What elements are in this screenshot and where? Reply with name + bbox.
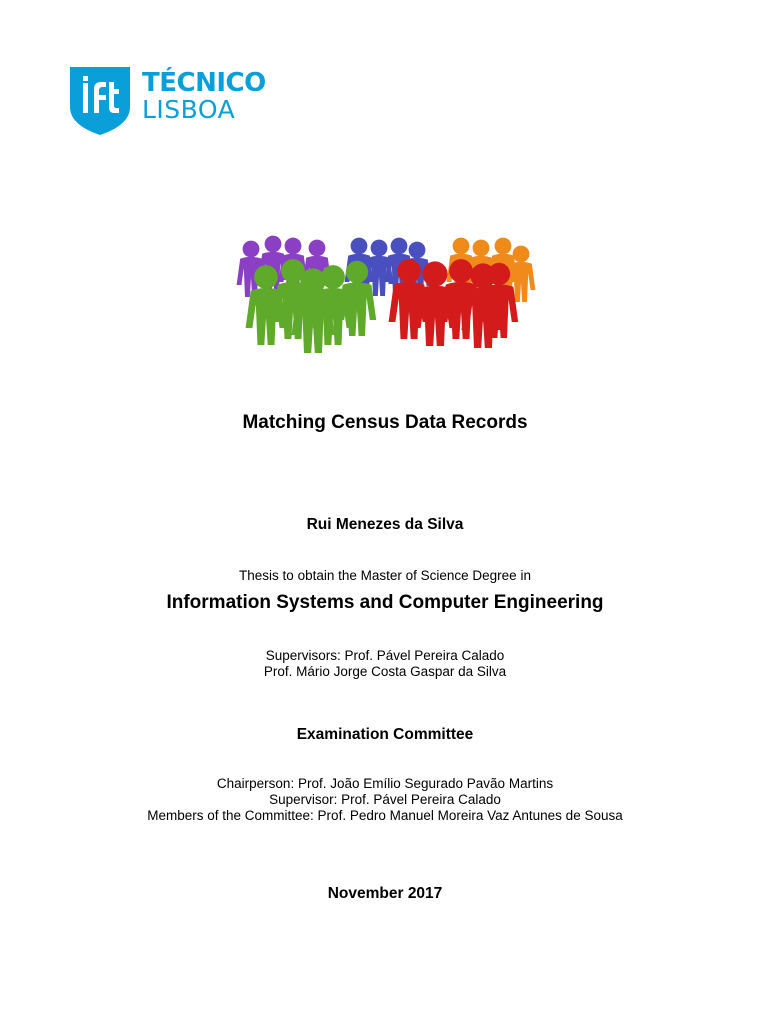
committee-block (0, 776, 770, 824)
people-crowd-image (221, 210, 544, 370)
degree-name: Information Systems and Computer Engineering (166, 592, 604, 613)
author-name: Rui Menezes da Silva (306, 516, 464, 533)
thesis-date: November 2017 (327, 885, 443, 902)
committee-chairperson: Chairperson: Prof. João Emílio Segurado Pavão Martins (216, 776, 554, 791)
logo-line2: LISBOA (142, 95, 236, 124)
committee-supervisor: Supervisor: Prof. Pável Pereira Calado (269, 792, 501, 807)
thesis-degree-line: Thesis to obtain the Master of Science Degree in (239, 568, 531, 583)
ist-shield-icon (70, 67, 130, 135)
thesis-title: Matching Census Data Records (242, 412, 528, 433)
supervisors-block (0, 648, 770, 680)
logo-text (142, 70, 266, 122)
committee-heading: Examination Committee (296, 726, 474, 743)
committee-members: Members of the Committee: Prof. Pedro Manuel Moreira Vaz Antunes de Sousa (147, 808, 623, 823)
supervisor-line-1: Supervisors: Prof. Pável Pereira Calado (265, 648, 505, 663)
supervisor-line-2: Prof. Mário Jorge Costa Gaspar da Silva (263, 664, 507, 679)
tecnico-lisboa-logo (70, 67, 266, 135)
logo-line1: TÉCNICO (142, 68, 266, 98)
